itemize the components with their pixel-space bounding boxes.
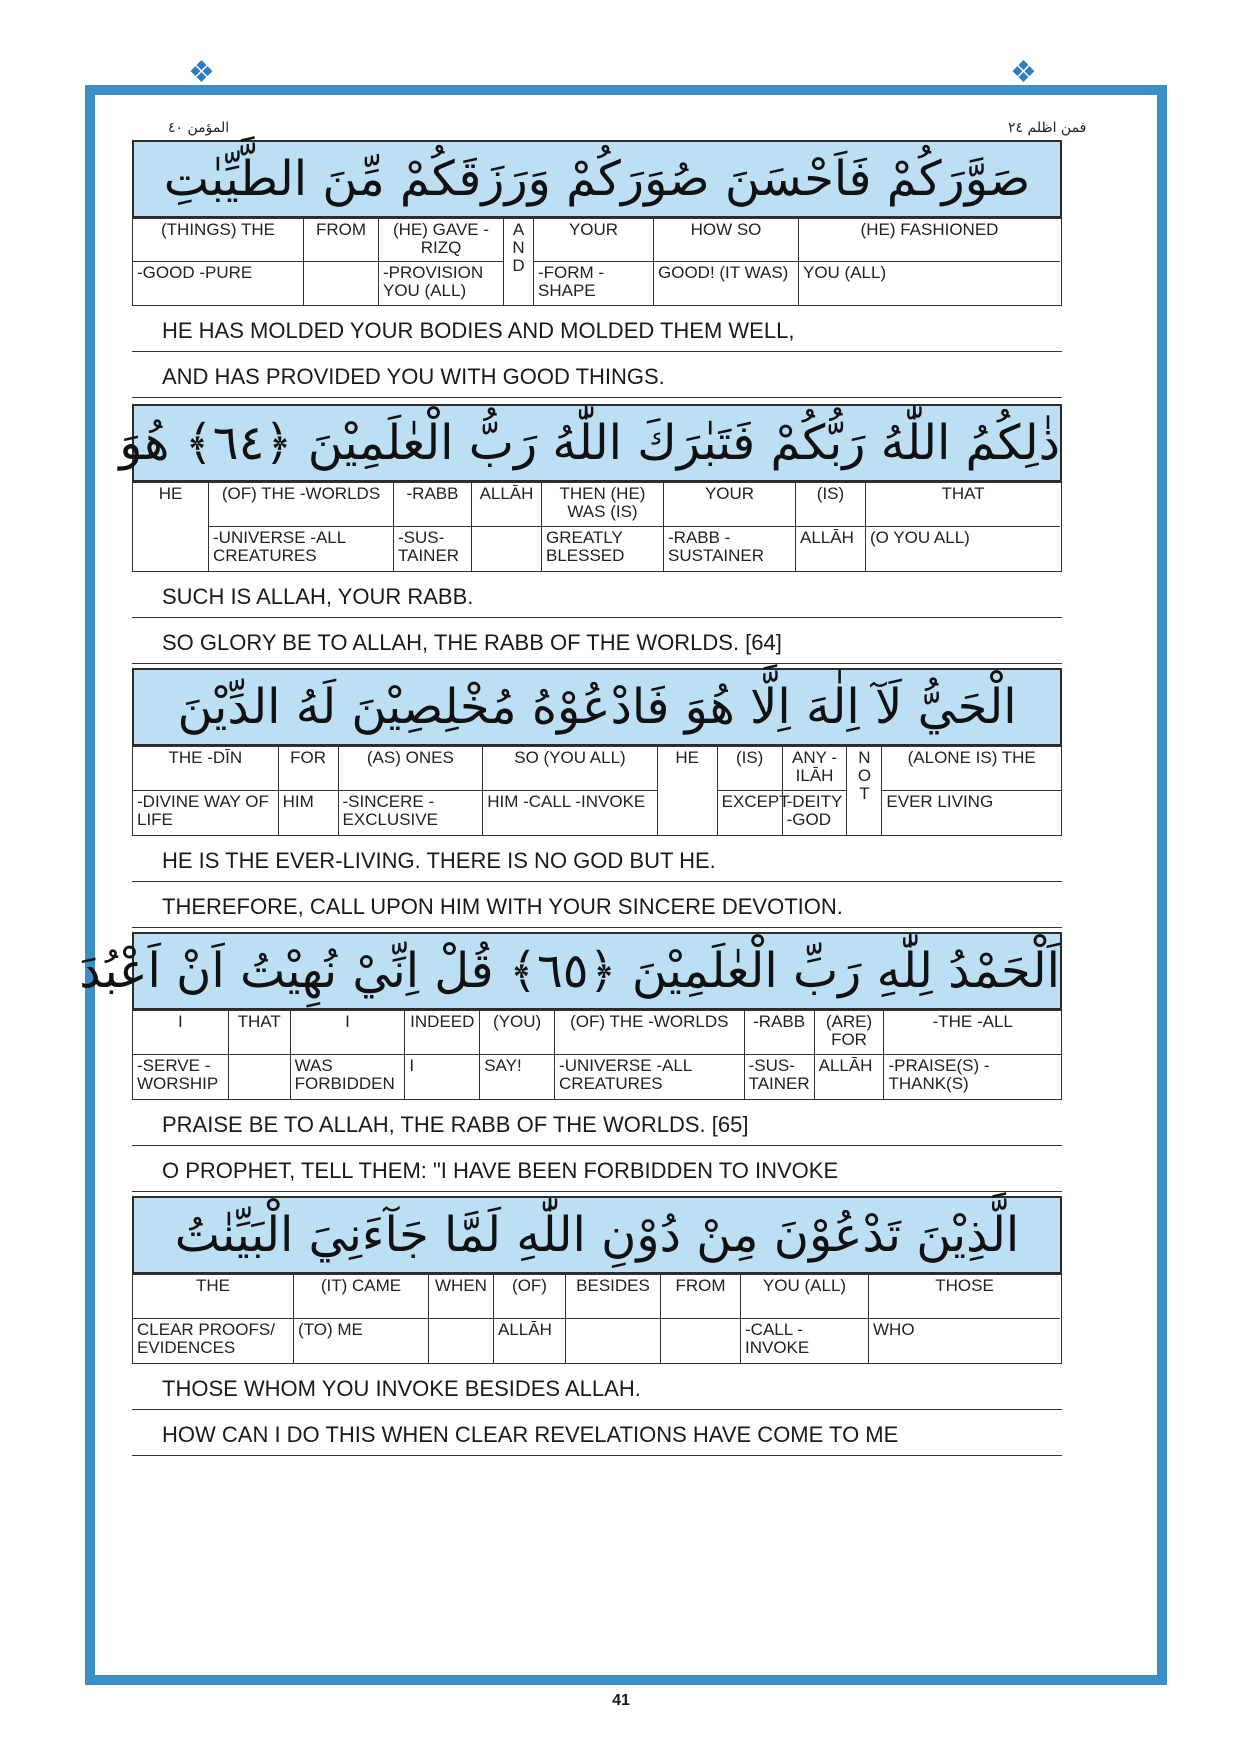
page-number: 41 [612,1692,630,1709]
word-cell: (ALONE IS) THE EVER LIVING [881,747,1061,835]
word-cell: HOW SO GOOD! (IT WAS) [653,219,798,305]
word-cell: BESIDES [565,1275,660,1363]
word-grid [132,482,1062,572]
word-cell: THEN (HE) WAS (IS) GREATLY BLESSED [541,483,663,571]
word-cell: FROM [660,1275,740,1363]
word-cell: (AS) ONES -SINCERE -EXCLUSIVE [338,747,483,835]
word-cell: THAT [228,1011,290,1099]
word-cell: (OF) ALLĀH [493,1275,565,1363]
translation-line: HE IS THE EVER-LIVING. THERE IS NO GOD BUT HE. [132,840,1062,882]
word-cell: YOUR -FORM -SHAPE [533,219,653,305]
word-grid [132,1274,1062,1364]
word-cell: INDEED I [404,1011,479,1099]
word-cell: SO (YOU ALL) HIM -CALL -INVOKE [482,747,657,835]
word-cell: (OF) THE -WORLDS -UNIVERSE -ALL CREATURES [554,1011,744,1099]
word-cell: I -SERVE -WORSHIP [133,1011,228,1099]
corner-ornament-icon: ❖ [1010,56,1037,89]
word-cell: -RABB -SUS- TAINER [393,483,471,571]
arabic-verse: اَلْحَمْدُ لِلّٰهِ رَبِّ الْعٰلَمِيْنَ ﴿٦٥﴾ قُلْ اِنِّيْ نُهِيْتُ اَنْ اَعْبُدَ [132,932,1062,1010]
translation-line: O PROPHET, TELL THEM: "I HAVE BEEN FORBIDDEN TO INVOKE [132,1150,1062,1192]
word-cell: A N D [503,219,533,305]
word-cell: ALLĀH [471,483,541,571]
arabic-verse: ذٰلِكُمُ اللّٰهُ رَبُّكُمْ فَتَبٰرَكَ اللّٰهُ رَبُّ الْعٰلَمِيْنَ ﴿٦٤﴾ هُوَ [132,404,1062,482]
word-cell: (YOU) SAY! [479,1011,554,1099]
word-cell: (IT) CAME (TO) ME [293,1275,428,1363]
word-cell: YOUR -RABB -SUSTAINER [663,483,795,571]
surah-header-right: فمن اظلم ٢٤ [1008,120,1087,136]
word-cell: (HE) FASHIONED YOU (ALL) [798,219,1060,305]
translation-line: HOW CAN I DO THIS WHEN CLEAR REVELATIONS HAVE COME TO ME [132,1414,1062,1456]
word-cell: THE CLEAR PROOFS/ EVIDENCES [133,1275,293,1363]
word-cell: THAT (O YOU ALL) [865,483,1060,571]
arabic-verse: صَوَّرَكُمْ فَاَحْسَنَ صُوَرَكُمْ وَرَزَقَكُمْ مِّنَ الطَّيِّبٰتِ [132,140,1062,218]
word-cell: (HE) GAVE -RIZQ -PROVISION YOU (ALL) [378,219,503,305]
translation-line: AND HAS PROVIDED YOU WITH GOOD THINGS. [132,356,1062,398]
arabic-verse: الَّذِيْنَ تَدْعُوْنَ مِنْ دُوْنِ اللّٰهِ لَمَّا جَآءَنِيَ الْبَيِّنٰتُ [132,1196,1062,1274]
word-cell: (THINGS) THE -GOOD -PURE [133,219,303,305]
word-cell: I WAS FORBIDDEN [290,1011,405,1099]
translation-line: PRAISE BE TO ALLAH, THE RABB OF THE WORLDS. [65] [132,1104,1062,1146]
word-cell: (ARE) FOR ALLĀH [814,1011,884,1099]
word-cell: (IS) EXCEPT [717,747,782,835]
word-cell: HE [158,484,183,503]
word-cell: (OF) THE -WORLDS -UNIVERSE -ALL CREATURES [208,483,393,571]
surah-header-left: المؤمن ٤٠ [168,120,230,136]
word-cell: THOSE WHO [868,1275,1060,1363]
corner-ornament-icon: ❖ [188,56,215,89]
word-cell: THE -DĪN -DIVINE WAY OF LIFE [133,747,278,835]
arabic-verse: الْحَيُّ لَآ اِلٰهَ اِلَّا هُوَ فَادْعُوْهُ مُخْلِصِيْنَ لَهُ الدِّيْنَ [132,668,1062,746]
word-cell: WHEN [428,1275,493,1363]
word-cell: -RABB -SUS- TAINER [744,1011,814,1099]
word-grid [132,746,1062,836]
translation-line: SUCH IS ALLAH, YOUR RABB. [132,576,1062,618]
word-grid [132,218,1062,306]
word-cell: HE [657,747,717,835]
word-cell: FROM [303,219,378,305]
word-grid [132,1010,1062,1100]
word-cell: ANY -ILĀH -DEITY -GOD [782,747,847,835]
word-cell: -THE -ALL -PRAISE(S) -THANK(S) [883,1011,1061,1099]
word-cell: N O T [846,747,881,835]
translation-line: SO GLORY BE TO ALLAH, THE RABB OF THE WORLDS. [64] [132,622,1062,664]
word-cell: (IS) ALLĀH [795,483,865,571]
translation-line: THEREFORE, CALL UPON HIM WITH YOUR SINCERE DEVOTION. [132,886,1062,928]
translation-line: THOSE WHOM YOU INVOKE BESIDES ALLAH. [132,1368,1062,1410]
word-cell: YOU (ALL) -CALL -INVOKE [740,1275,868,1363]
word-cell: FOR HIM [278,747,338,835]
translation-line: HE HAS MOLDED YOUR BODIES AND MOLDED THEM WELL, [132,310,1062,352]
